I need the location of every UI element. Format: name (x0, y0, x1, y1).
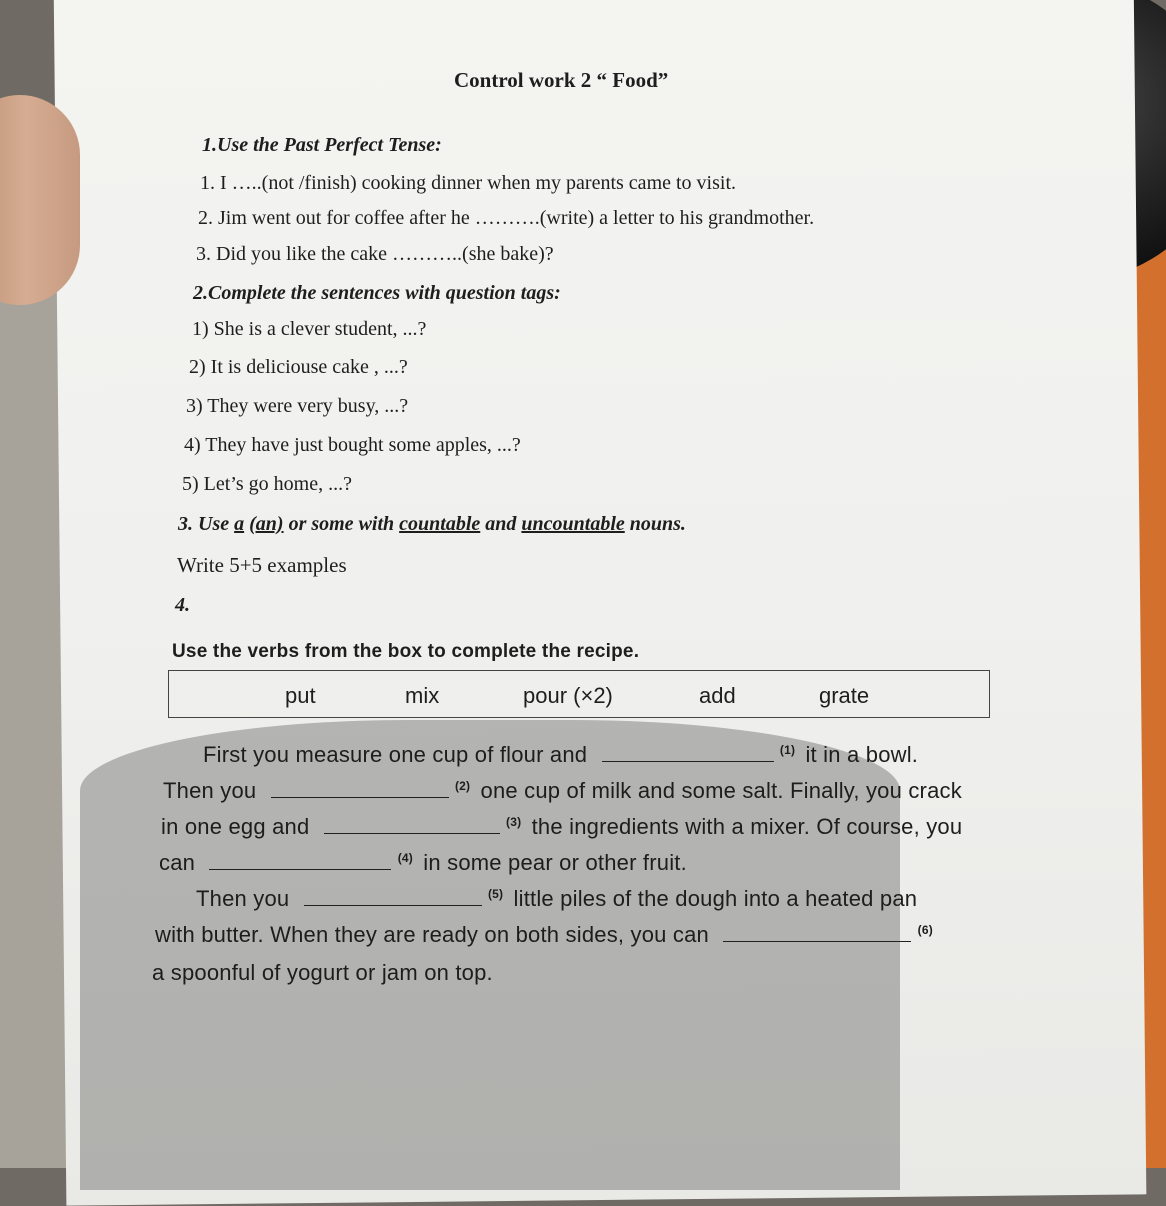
verb-mix: mix (405, 683, 440, 708)
section3-heading-countable: countable (399, 513, 481, 535)
blank-marker: (2) (454, 778, 471, 793)
thumb (0, 95, 80, 305)
recipe-text: with butter. When they are ready on both sides, you can (155, 922, 709, 947)
section2-item: 2) It is deliciouse cake , ...? (189, 356, 408, 378)
blank-marker: (3) (506, 814, 522, 829)
section1-item: 2. Jim went out for coffee after he ……….(write) a letter to his grandmother. (198, 207, 815, 229)
page-title: Control work 2 “ Food” (454, 68, 669, 92)
section3-heading (178, 513, 686, 536)
recipe-text: in some pear or other fruit. (423, 850, 687, 875)
section1-item: 1. I …..(not /finish) cooking dinner when my parents came to visit. (200, 172, 737, 194)
recipe-text: Then you (163, 778, 257, 803)
blank-marker: (5) (487, 886, 504, 901)
section3-heading-mid: or some with (283, 513, 400, 535)
verb-add: add (699, 683, 736, 708)
recipe-text: Then you (196, 886, 290, 911)
section3-heading-a: a (234, 513, 245, 535)
section3-instruction: Write 5+5 examples (177, 553, 347, 577)
recipe-text: the ingredients with a mixer. Of course, you (531, 814, 963, 839)
section2-item: 4) They have just bought some apples, ...? (184, 434, 521, 456)
section4-instruction: Use the verbs from the box to complete the recipe. (172, 641, 640, 662)
section1-item: 3. Did you like the cake ………..(she bake)? (196, 243, 554, 265)
verb-put: put (285, 683, 316, 708)
section3-heading-suffix: nouns. (624, 513, 686, 535)
recipe-text: can (159, 850, 196, 875)
recipe-text: it in a bowl. (805, 742, 919, 767)
recipe-text: little piles of the dough into a heated pan (513, 886, 918, 911)
section3-heading-and: and (480, 513, 522, 535)
section3-heading-an: (an) (249, 513, 284, 535)
blank-marker: (6) (917, 922, 933, 937)
section2-heading: 2.Complete the sentences with question tags: (193, 282, 561, 304)
recipe-text: in one egg and (161, 814, 310, 839)
section2-item: 5) Let’s go home, ...? (182, 473, 352, 495)
blank-marker: (1) (779, 742, 796, 757)
recipe-text: one cup of milk and some salt. Finally, you crack (480, 778, 962, 803)
section3-heading-uncountable: uncountable (521, 513, 625, 535)
blank-marker: (4) (397, 850, 413, 865)
verb-grate: grate (819, 683, 870, 708)
recipe-line-7: a spoonful of yogurt or jam on top. (152, 960, 493, 985)
section2-item: 3) They were very busy, ...? (186, 395, 409, 417)
verb-box (168, 670, 990, 718)
recipe-text: First you measure one cup of flour and (203, 742, 588, 767)
section1-heading: 1.Use the Past Perfect Tense: (202, 134, 442, 156)
verb-pour: pour (×2) (523, 683, 613, 708)
section3-heading-prefix: 3. Use (178, 513, 235, 535)
hand-shadow (80, 720, 900, 1190)
section2-item: 1) She is a clever student, ...? (192, 318, 427, 340)
section4-number: 4. (175, 594, 190, 616)
